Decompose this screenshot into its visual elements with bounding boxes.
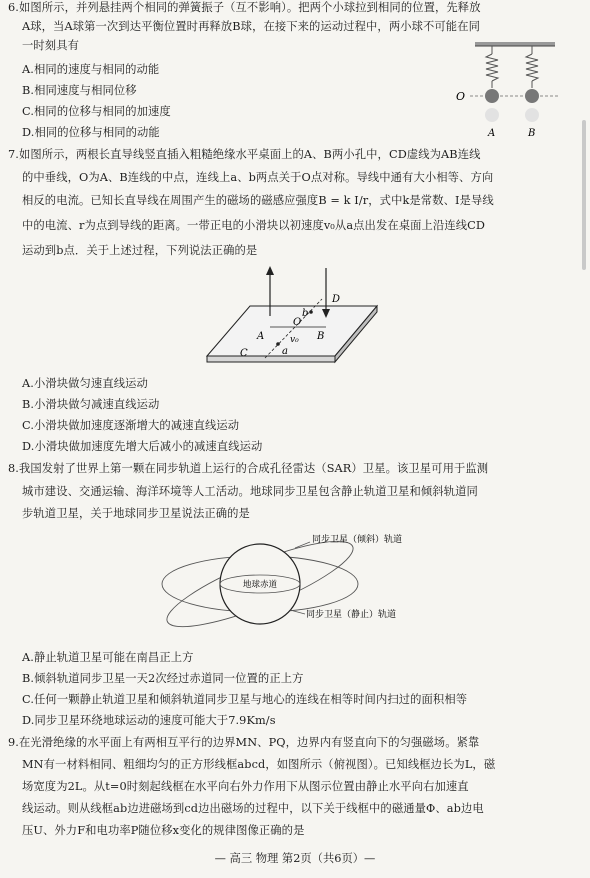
q8-orbit-figure	[160, 524, 445, 639]
equator-label: 地球赤道	[242, 580, 278, 590]
q9-line-1: 9.在光滑绝缘的水平面上有两相互平行的边界MN、PQ，边界内有竖直向下的匀强磁场。紧靠	[8, 736, 480, 749]
q7-line-2: 的中垂线，O为A、B连线的中点，连线上a、b两点关于O点对称。导线中通有大小相等、方向	[22, 171, 494, 184]
ball-b-ghost	[525, 108, 539, 122]
q8-option-d: D.同步卫星环绕地球运动的速度可能大于7.9Km/s	[22, 714, 276, 727]
q7-line-4: 中的电流、r为点到导线的距离。一带正电的小滑块以初速度v₀从a点出发在桌面上沿连线CD	[22, 219, 486, 232]
scrollbar[interactable]	[582, 120, 586, 270]
page-footer: — 高三 物理 第2页（共6页）—	[214, 852, 376, 865]
q8-line-2: 城市建设、交通运输、海洋环境等人工活动。地球同步卫星包含静止轨道卫星和倾斜轨道同	[22, 485, 478, 498]
spring-a	[486, 46, 498, 88]
label-c: C	[240, 348, 248, 359]
q9-line-2: MN有一材料相同、粗细均匀的正方形线框abcd，如图所示（俯视图）。已知线框边长为L，磁	[22, 758, 496, 771]
q7-line-5: 运动到b点．关于上述过程，下列说法正确的是	[22, 244, 258, 257]
label-b-upper: B	[317, 331, 325, 342]
q9-line-4: 线运动。则从线框ab边进磁场到cd边出磁场的过程中，以下关于线框中的磁通量Φ、ab边电	[22, 802, 484, 815]
q8-option-a: A.静止轨道卫星可能在南昌正上方	[22, 651, 194, 664]
q7-option-c: C.小滑块做加速度逐渐增大的减速直线运动	[22, 419, 240, 432]
q6-option-b: B.相同速度与相同位移	[22, 84, 137, 97]
q7-option-a: A.小滑块做匀速直线运动	[22, 377, 148, 390]
q6-line-1: 6.如图所示，并列悬挂两个相同的弹簧振子（互不影响）。把两个小球拉到相同的位置，先释放	[8, 1, 481, 14]
q6-option-d: D.相同的位移与相同的动能	[22, 126, 160, 139]
q6-option-c: C.相同的位移与相同的加速度	[22, 105, 171, 118]
q8-line-1: 8.我国发射了世界上第一颗在同步轨道上运行的合成孔径雷达（SAR）卫星。该卫星可用于监测	[8, 462, 489, 475]
ball-a-ghost	[485, 108, 499, 122]
q8-line-3: 步轨道卫星，关于地球同步卫星说法正确的是	[22, 507, 250, 520]
static-orbit-label: 同步卫星（静止）轨道	[306, 610, 397, 620]
q6-line-2: A球，当A球第一次到达平衡位置时再释放B球，在接下来的运动过程中，两小球不可能在同	[22, 20, 481, 33]
q6-spring-figure	[450, 40, 570, 140]
q7-option-d: D.小滑块做加速度先增大后减小的减速直线运动	[22, 440, 263, 453]
q9-line-5: 压U、外力F和电功率P随位移x变化的规律图像正确的是	[22, 824, 305, 837]
label-a-point: a	[282, 346, 288, 357]
q8-option-b: B.倾斜轨道同步卫星一天2次经过赤道同一位置的正上方	[22, 672, 304, 685]
table-top	[207, 306, 377, 356]
q7-line-3: 相反的电流。已知长直导线在周围产生的磁场的磁感应强度B = k I/r，式中k是常数、I是导线	[22, 194, 494, 207]
spring-b	[526, 46, 538, 88]
q9-line-3: 场宽度为2L。从t=0时刻起线框在水平向右外力作用下从图示位置由静止水平向右加速直	[22, 780, 469, 793]
table-front	[207, 356, 335, 362]
inclined-orbit-label: 同步卫星（倾斜）轨道	[312, 535, 403, 545]
ball-b	[525, 89, 539, 103]
label-a: A	[488, 128, 496, 139]
ball-a	[485, 89, 499, 103]
label-a-upper: A	[257, 331, 265, 342]
label-b-point: b	[302, 308, 309, 319]
wire-a-arrow	[266, 266, 274, 275]
q7-wire-figure	[195, 266, 390, 376]
q6-option-a: A.相同的速度与相同的动能	[22, 63, 160, 76]
label-o: O	[456, 90, 466, 103]
q7-line-1: 7.如图所示，两根长直导线竖直插入粗糙绝缘水平桌面上的A、B两小孔中，CD虚线为AB连线	[8, 148, 481, 161]
ceiling-bar	[475, 42, 555, 46]
label-d: D	[332, 294, 341, 305]
label-o: O	[293, 317, 302, 328]
q8-option-c: C.任何一颗静止轨道卫星和倾斜轨道同步卫星与地心的连线在相等时间内扫过的面积相等	[22, 693, 468, 706]
label-b: B	[528, 128, 536, 139]
label-v0: v₀	[290, 335, 299, 345]
q7-option-b: B.小滑块做匀减速直线运动	[22, 398, 160, 411]
q6-line-3: 一时刻具有	[22, 39, 79, 52]
